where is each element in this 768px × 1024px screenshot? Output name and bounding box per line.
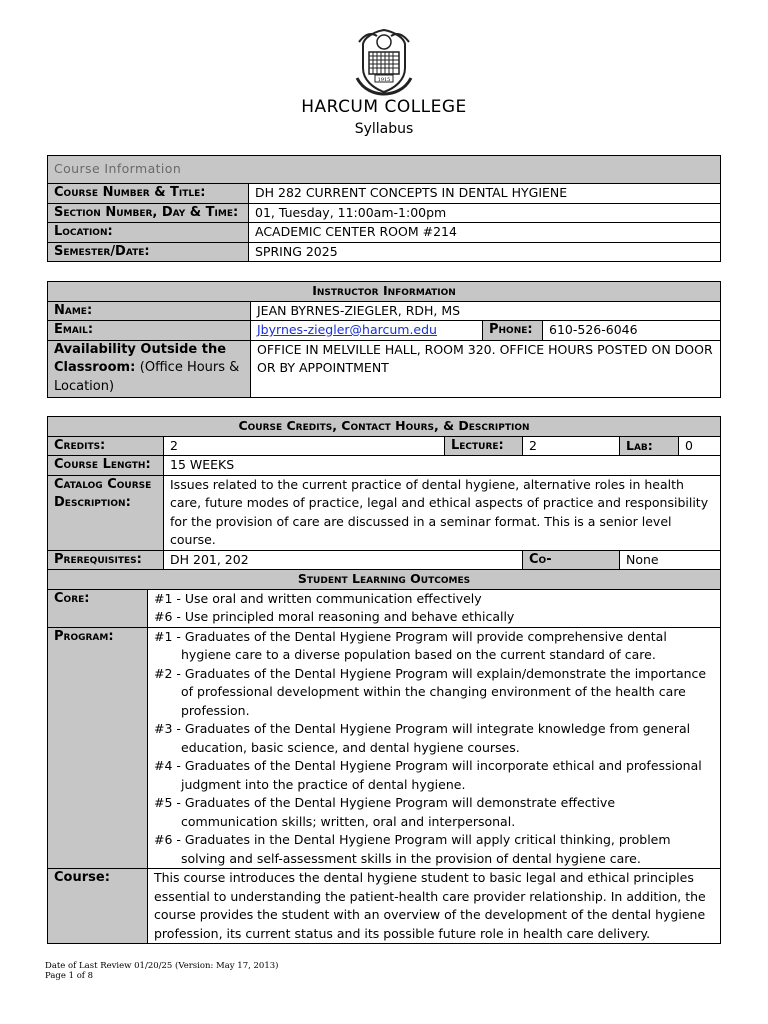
course-information-table bbox=[47, 155, 721, 262]
catalog-description-value: Issues related to the current practice of dental hygiene, alternative roles in health care, future modes of practice, legal and ethical aspects of practice and responsibility for the provision of care are discussed in a seminar format. This is a senior level course. bbox=[164, 475, 721, 550]
course-outcome-label: Course: bbox=[48, 869, 148, 944]
corequisites-value: None bbox=[620, 550, 721, 588]
course-credits-table bbox=[47, 416, 721, 589]
program-outcome: #3 - Graduates of the Dental Hygiene Program will integrate knowledge from general education, basic science, and dental hygiene courses. bbox=[154, 721, 691, 755]
college-seal-logo bbox=[351, 28, 417, 96]
phone-label: Phone: bbox=[483, 321, 543, 341]
lecture-value: 2 bbox=[523, 436, 620, 456]
prerequisites-label: Prerequisites: bbox=[48, 550, 164, 588]
credits-label: Credits: bbox=[48, 436, 164, 456]
outcomes-heading: Student Learning Outcomes bbox=[48, 570, 721, 590]
catalog-description-label: Catalog Course Description: bbox=[48, 475, 164, 550]
program-outcome: #4 - Graduates of the Dental Hygiene Program will incorporate ethical and professional judgment into the practice of dental hygiene. bbox=[154, 758, 702, 792]
seal-year: 1915 bbox=[377, 77, 391, 83]
instructor-phone: 610-526-6046 bbox=[543, 321, 721, 341]
section-value: 01, Tuesday, 11:00am-1:00pm bbox=[249, 203, 721, 223]
corequisites-label: Co- bbox=[523, 550, 620, 588]
core-label: Core: bbox=[48, 589, 148, 627]
semester-value: SPRING 2025 bbox=[249, 242, 721, 262]
page-footer bbox=[45, 961, 278, 981]
page-number: Page 1 of 8 bbox=[45, 971, 94, 981]
course-info-heading: Course Information bbox=[48, 156, 721, 184]
review-date: Date of Last Review 01/20/25 (Version: May 17, 2013) bbox=[45, 961, 279, 971]
lab-label: Lab: bbox=[620, 437, 679, 456]
college-name: HARCUM COLLEGE bbox=[301, 97, 467, 117]
course-length-label: Course Length: bbox=[48, 456, 164, 476]
credits-heading: Course Credits, Contact Hours, & Description bbox=[48, 417, 721, 437]
instructor-information-table bbox=[47, 281, 721, 398]
document-subtitle: Syllabus bbox=[354, 121, 414, 137]
program-outcome: #6 - Graduates in the Dental Hygiene Program will apply critical thinking, problem solving and self-assessment skills in the provision of dental hygiene care. bbox=[154, 832, 671, 866]
course-number-label: Course Number & Title: bbox=[48, 184, 249, 204]
lecture-label: Lecture: bbox=[445, 436, 523, 456]
core-outcome: #6 - Use principled moral reasoning and behave ethically bbox=[154, 609, 515, 624]
availability-label-cell bbox=[48, 340, 251, 397]
prerequisites-value: DH 201, 202 bbox=[164, 550, 523, 588]
availability-label: Availability Outside the Classroom: bbox=[54, 341, 227, 375]
program-outcome: #5 - Graduates of the Dental Hygiene Program will demonstrate effective communication skills; written, oral and interpersonal. bbox=[154, 795, 616, 829]
course-number-value: DH 282 CURRENT CONCEPTS IN DENTAL HYGIENE bbox=[249, 184, 721, 204]
instructor-email-link[interactable]: Jbyrnes-ziegler@harcum.edu bbox=[257, 322, 437, 337]
email-label: Email: bbox=[48, 321, 251, 341]
core-outcome: #1 - Use oral and written communication effectively bbox=[154, 590, 482, 606]
instructor-name: JEAN BYRNES-ZIEGLER, RDH, MS bbox=[251, 301, 721, 321]
course-length-value: 15 WEEKS bbox=[164, 456, 721, 476]
course-outcome-value: This course introduces the dental hygiene student to basic legal and ethical principles essential to understanding the patient-health care provider relationship. In addition, the course provides the student with an overview of the development of the dental hygiene profession, its current status and its possible future role in health care delivery. bbox=[148, 869, 721, 944]
instructor-heading: Instructor Information bbox=[48, 282, 721, 302]
lab-value: 0 bbox=[685, 437, 693, 453]
semester-label: Semester/Date: bbox=[48, 242, 249, 262]
availability-value: OFFICE IN MELVILLE HALL, ROOM 320. OFFICE HOURS POSTED ON DOOR OR BY APPOINTMENT bbox=[251, 340, 721, 397]
instructor-name-label: Name: bbox=[48, 301, 251, 321]
section-label: Section Number, Day & Time: bbox=[48, 203, 249, 223]
program-outcome: #1 - Graduates of the Dental Hygiene Program will provide comprehensive dental hygiene care to a diverse population based on the current standard of care. bbox=[154, 628, 667, 662]
learning-outcomes-table bbox=[47, 569, 721, 944]
program-label: Program: bbox=[48, 627, 148, 869]
availability-note: (Office Hours & Location) bbox=[54, 360, 240, 394]
program-outcome: #2 - Graduates of the Dental Hygiene Program will explain/demonstrate the importance of professional development within the changing environment of the health care profession. bbox=[154, 665, 707, 718]
location-label: Location: bbox=[48, 223, 249, 243]
credits-value: 2 bbox=[164, 436, 445, 456]
location-value: ACADEMIC CENTER ROOM #214 bbox=[249, 223, 721, 243]
